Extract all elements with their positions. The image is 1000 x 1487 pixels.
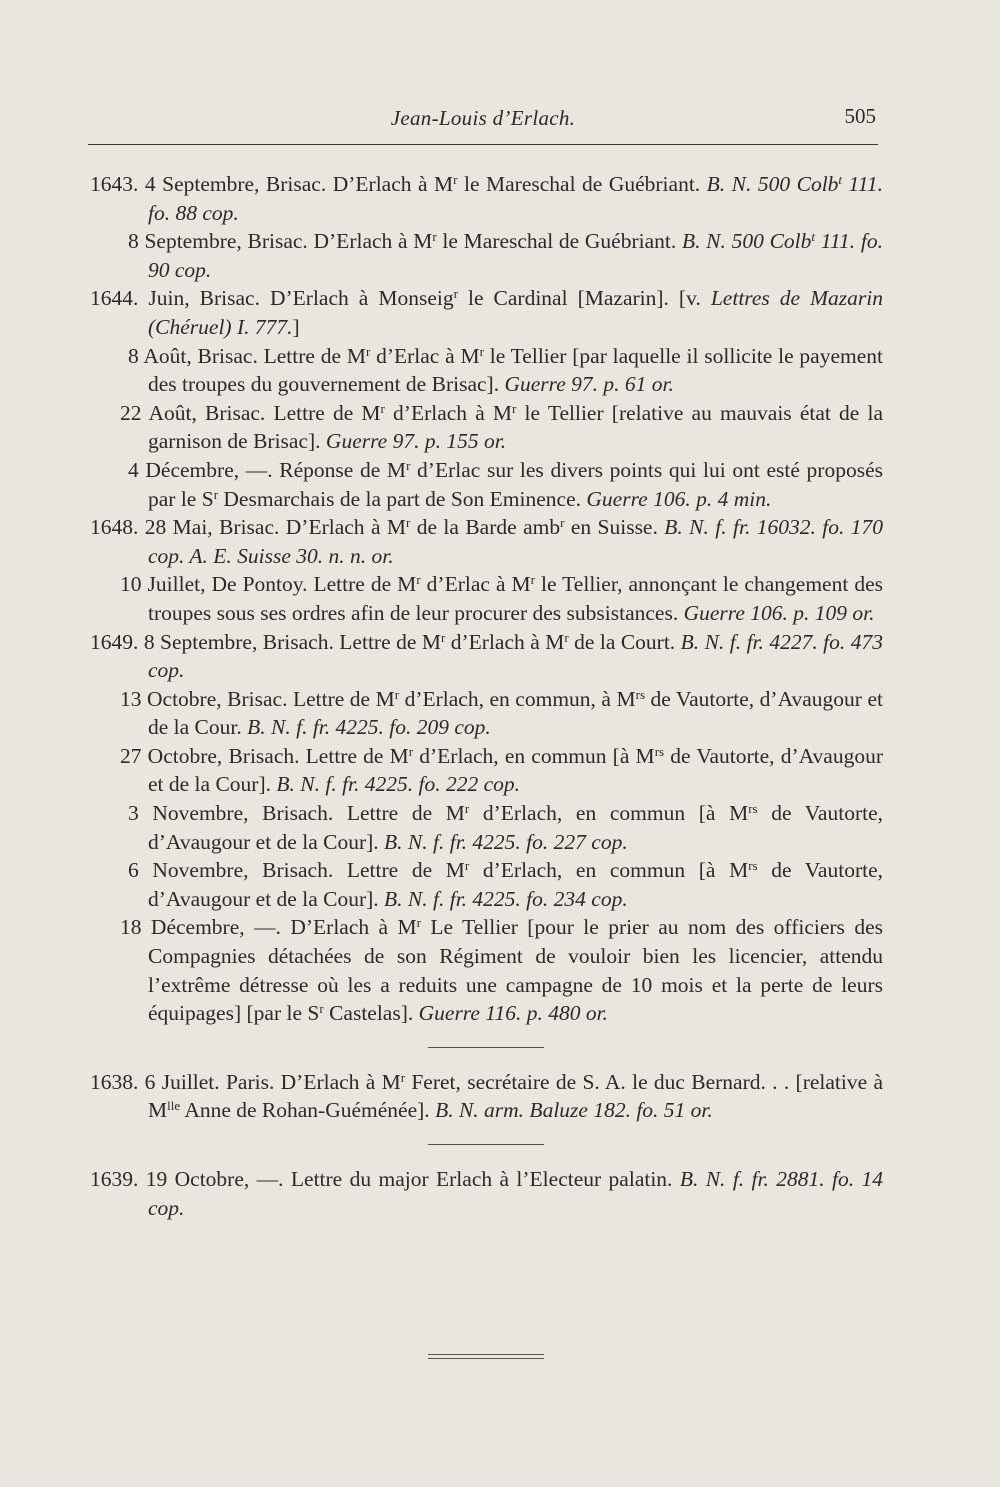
entry-text: Feret, secrétaire de S. A. le duc Bernard. . . [relative à M	[148, 1069, 883, 1123]
citation-text: Guerre 116. p. 480 or.	[418, 1001, 608, 1026]
entry-text: le Tellier [par laquelle il sollicite le payement des troupes du gouvernement de Brisac].	[148, 343, 883, 397]
superscript: rs	[748, 801, 758, 817]
end-double-rule	[428, 1354, 544, 1362]
citation-text: Lettres de Mazarin (Chéruel) I. 777.	[148, 286, 883, 339]
entry-text: Castelas].	[323, 1001, 419, 1026]
catalog-entry	[90, 227, 883, 284]
entry-text: 1644. Juin, Brisac. D’Erlach à Monseig	[90, 286, 454, 311]
entry-text: de Vautorte, d’Avaugour et de la Cour].	[148, 858, 883, 911]
citation-text: B. N. f. fr. 2881. fo. 14 cop.	[148, 1167, 883, 1220]
catalog-entry	[90, 342, 883, 399]
citation-text: Guerre 106. p. 109 or.	[683, 600, 875, 625]
superscript: r	[408, 743, 414, 759]
citation-text: 111. fo. 90 cop.	[148, 229, 883, 282]
catalog-entry	[90, 456, 883, 513]
superscript: rs	[635, 686, 645, 702]
citation-text: B. N. f. fr. 16032. fo. 170 cop. A. E. Suisse 30. n. n. or.	[148, 515, 883, 568]
superscript: r	[406, 457, 411, 473]
superscript: r	[453, 172, 458, 187]
entry-text: 6 Novembre, Brisach. Lettre de M	[128, 858, 465, 883]
entry-text: 8 Septembre, Brisac. D’Erlach à M	[128, 229, 433, 254]
entry-text: le Mareschal de Guébriant.	[436, 229, 682, 254]
page-number: 505	[844, 104, 876, 128]
entry-text: 4 Décembre, —. Réponse de M	[128, 457, 407, 482]
entry-text: 1639. 19 Octobre, —. Lettre du major Erlach à l’Electeur palatin.	[90, 1167, 680, 1191]
superscript: r	[365, 343, 371, 359]
entry-text: 22 Août, Brisac. Lettre de M	[120, 400, 381, 425]
superscript: r	[440, 629, 446, 645]
entry-text: 1638. 6 Juillet. Paris. D’Erlach à M	[90, 1069, 401, 1094]
superscript: r	[464, 801, 470, 817]
superscript: t	[811, 229, 816, 245]
superscript: r	[530, 572, 535, 588]
entry-text: ]	[292, 314, 300, 339]
catalog-entry	[90, 685, 883, 742]
citation-text: B. N. f. fr. 4225. fo. 209 cop.	[247, 715, 491, 740]
catalog-entry	[90, 742, 883, 799]
entry-text: 8 Août, Brisac. Lettre de M	[128, 343, 366, 368]
entry-text: 1649. 8 Septembre, Brisach. Lettre de M	[90, 629, 441, 654]
running-title: Jean-Louis d’Erlach.	[390, 106, 576, 130]
catalog-entry	[90, 799, 883, 856]
superscript: r	[432, 229, 437, 245]
entry-text: de la Barde amb	[410, 515, 561, 540]
entry-text: de la Court.	[568, 629, 681, 654]
entry-text: le Cardinal [Mazarin]. [v.	[457, 286, 711, 311]
superscript: r	[464, 858, 470, 874]
entry-text: d’Erlach, en commun [à M	[469, 858, 749, 883]
document-body	[90, 170, 883, 1222]
citation-text: 111. fo. 88 cop.	[148, 172, 883, 225]
superscript: r	[380, 400, 385, 416]
citation-text: Guerre 106. p. 4 min.	[586, 486, 772, 511]
citation-text: Guerre 97. p. 61 or.	[504, 372, 674, 397]
entry-text: 18 Décembre, —. D’Erlach à M	[120, 915, 417, 940]
entry-text: 27 Octobre, Brisach. Lettre de M	[120, 743, 409, 768]
superscript: r	[213, 486, 219, 502]
section-separator	[90, 1028, 883, 1068]
superscript: r	[406, 515, 411, 531]
entry-text: Desmarchais de la part de Son Eminence.	[218, 486, 587, 511]
entry-text: d’Erlach à M	[384, 400, 513, 425]
entry-text: Anne de Rohan-Guéménée].	[180, 1098, 436, 1123]
citation-text: Guerre 97. p. 155 or.	[325, 429, 507, 454]
catalog-entry	[90, 170, 883, 227]
entry-text: d’Erlach à M	[445, 629, 565, 654]
entry-text: 10 Juillet, De Pontoy. Lettre de M	[120, 572, 417, 597]
superscript: r	[560, 515, 565, 531]
catalog-entry	[90, 570, 883, 627]
catalog-entry	[90, 628, 883, 685]
citation-text: B. N. 500 Colb	[681, 229, 812, 254]
catalog-entry	[90, 399, 883, 456]
superscript: r	[564, 629, 569, 645]
superscript: r	[394, 686, 400, 702]
entry-text: le Tellier, annonçant le changement des troupes sous ses ordres afin de leur procurer des subsistances.	[148, 572, 883, 625]
citation-text: B. N. f. fr. 4225. fo. 227 cop.	[384, 829, 628, 854]
superscript: rs	[748, 858, 758, 874]
superscript: r	[319, 1001, 324, 1017]
entry-text: d’Erlach, en commun, à M	[399, 686, 636, 711]
citation-text: B. N. f. fr. 4227. fo. 473 cop.	[148, 629, 883, 683]
entry-text: le Tellier [relative au mauvais état de la garnison de Brisac].	[148, 400, 883, 454]
entry-text: 1648. 28 Mai, Brisac. D’Erlach à M	[90, 515, 406, 540]
entry-text: 3 Novembre, Brisach. Lettre de M	[128, 801, 465, 826]
catalog-entry	[90, 1068, 883, 1125]
entry-text: 13 Octobre, Brisac. Lettre de M	[120, 686, 395, 711]
entry-text: d’Erlac à M	[370, 343, 480, 368]
entry-text: le Mareschal de Guébriant.	[457, 172, 707, 196]
catalog-entry	[90, 1165, 883, 1222]
superscript: t	[838, 172, 843, 187]
catalog-entry	[90, 856, 883, 913]
superscript: r	[416, 915, 421, 931]
section-separator	[90, 1125, 883, 1165]
citation-text: B. N. arm. Baluze 182. fo. 51 or.	[435, 1098, 713, 1123]
catalog-entry	[90, 284, 883, 341]
catalog-entry	[90, 513, 883, 570]
superscript: r	[400, 1069, 406, 1085]
superscript: r	[453, 286, 458, 302]
entry-text: d’Erlac sur les divers points qui lui ont esté proposés par le S	[148, 457, 883, 511]
superscript: r	[416, 572, 421, 588]
citation-text: B. N. 500 Colb	[706, 172, 839, 196]
entry-text: de Vautorte, d’Avaugour et de la Cour].	[148, 801, 883, 854]
superscript: r	[512, 400, 517, 416]
citation-text: B. N. f. fr. 4225. fo. 222 cop.	[276, 772, 521, 797]
entry-text: d’Erlach, en commun [à M	[469, 801, 749, 826]
entry-text: de Vautorte, d’Avaugour et de la Cour.	[148, 686, 883, 740]
citation-text: B. N. f. fr. 4225. fo. 234 cop.	[384, 886, 628, 911]
entry-text: de Vautorte, d’Avaugour et de la Cour].	[148, 743, 883, 797]
superscript: lle	[167, 1098, 181, 1114]
superscript: rs	[654, 743, 665, 759]
entry-text: Le Tellier [pour le prier au nom des officiers des Compagnies détachées de son Régiment de vouloir bien les licencier, attendu l’extrême détresse où les a reduits une campagne de 10 mois et la perte de leurs équipages] [par le S	[148, 915, 883, 1026]
entry-text: 1643. 4 Septembre, Brisac. D’Erlach à M	[90, 172, 454, 196]
entry-text: d’Erlac à M	[420, 572, 531, 597]
catalog-entry	[90, 913, 883, 1027]
superscript: r	[479, 343, 484, 359]
entry-text: d’Erlach, en commun [à M	[413, 743, 655, 768]
running-head	[88, 104, 878, 145]
entry-text: en Suisse.	[564, 515, 665, 540]
